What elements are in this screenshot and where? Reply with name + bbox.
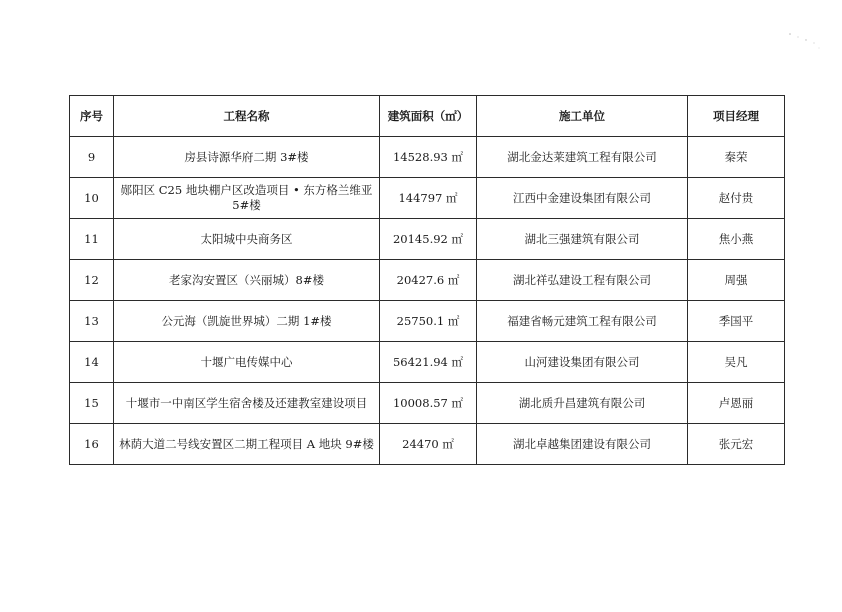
- cell-manager: 吴凡: [688, 342, 785, 383]
- header-project-manager: 项目经理: [688, 96, 785, 137]
- cell-construction-unit: 湖北祥弘建设工程有限公司: [477, 260, 688, 301]
- cell-no: 13: [70, 301, 114, 342]
- cell-manager: 张元宏: [688, 424, 785, 465]
- cell-manager: 赵付贵: [688, 178, 785, 219]
- cell-project-name: 公元海（凯旋世界城）二期 1#楼: [114, 301, 380, 342]
- cell-construction-unit: 湖北质升昌建筑有限公司: [477, 383, 688, 424]
- scan-noise-specks: [784, 28, 824, 58]
- table-row: [70, 137, 785, 178]
- table-row: [70, 383, 785, 424]
- cell-area: 25750.1 ㎡: [380, 301, 477, 342]
- table-row: [70, 178, 785, 219]
- cell-no: 12: [70, 260, 114, 301]
- cell-area: 20145.92 ㎡: [380, 219, 477, 260]
- cell-project-name: 十堰广电传媒中心: [114, 342, 380, 383]
- cell-no: 11: [70, 219, 114, 260]
- cell-construction-unit: 福建省畅元建筑工程有限公司: [477, 301, 688, 342]
- cell-manager: 焦小燕: [688, 219, 785, 260]
- cell-manager: 季国平: [688, 301, 785, 342]
- cell-no: 16: [70, 424, 114, 465]
- table-row: [70, 424, 785, 465]
- cell-area: 144797 ㎡: [380, 178, 477, 219]
- cell-area: 10008.57 ㎡: [380, 383, 477, 424]
- cell-construction-unit: 湖北金达莱建筑工程有限公司: [477, 137, 688, 178]
- cell-no: 10: [70, 178, 114, 219]
- header-construction-unit: 施工单位: [477, 96, 688, 137]
- cell-project-name: 房县诗源华府二期 3#楼: [114, 137, 380, 178]
- cell-manager: 周强: [688, 260, 785, 301]
- cell-construction-unit: 湖北卓越集团建设有限公司: [477, 424, 688, 465]
- header-serial-no: 序号: [70, 96, 114, 137]
- cell-no: 9: [70, 137, 114, 178]
- cell-project-name: 太阳城中央商务区: [114, 219, 380, 260]
- cell-area: 20427.6 ㎡: [380, 260, 477, 301]
- cell-project-name: 林荫大道二号线安置区二期工程项目 A 地块 9#楼: [114, 424, 380, 465]
- cell-no: 15: [70, 383, 114, 424]
- table-header-row: [70, 96, 785, 137]
- table-row: [70, 301, 785, 342]
- table-row: [70, 342, 785, 383]
- table-row: [70, 219, 785, 260]
- header-building-area: 建筑面积（㎡）: [380, 96, 477, 137]
- project-table: [69, 95, 785, 465]
- cell-area: 24470 ㎡: [380, 424, 477, 465]
- cell-manager: 卢恩丽: [688, 383, 785, 424]
- cell-area: 56421.94 ㎡: [380, 342, 477, 383]
- cell-construction-unit: 江西中金建设集团有限公司: [477, 178, 688, 219]
- cell-project-name: 郧阳区 C25 地块棚户区改造项目 • 东方格兰维亚 5#楼: [114, 178, 380, 219]
- cell-construction-unit: 山河建设集团有限公司: [477, 342, 688, 383]
- cell-construction-unit: 湖北三强建筑有限公司: [477, 219, 688, 260]
- header-project-name: 工程名称: [114, 96, 380, 137]
- cell-project-name: 老家沟安置区（兴丽城）8#楼: [114, 260, 380, 301]
- cell-no: 14: [70, 342, 114, 383]
- cell-manager: 秦荣: [688, 137, 785, 178]
- cell-area: 14528.93 ㎡: [380, 137, 477, 178]
- cell-project-name: 十堰市一中南区学生宿舍楼及还建教室建设项目: [114, 383, 380, 424]
- table-row: [70, 260, 785, 301]
